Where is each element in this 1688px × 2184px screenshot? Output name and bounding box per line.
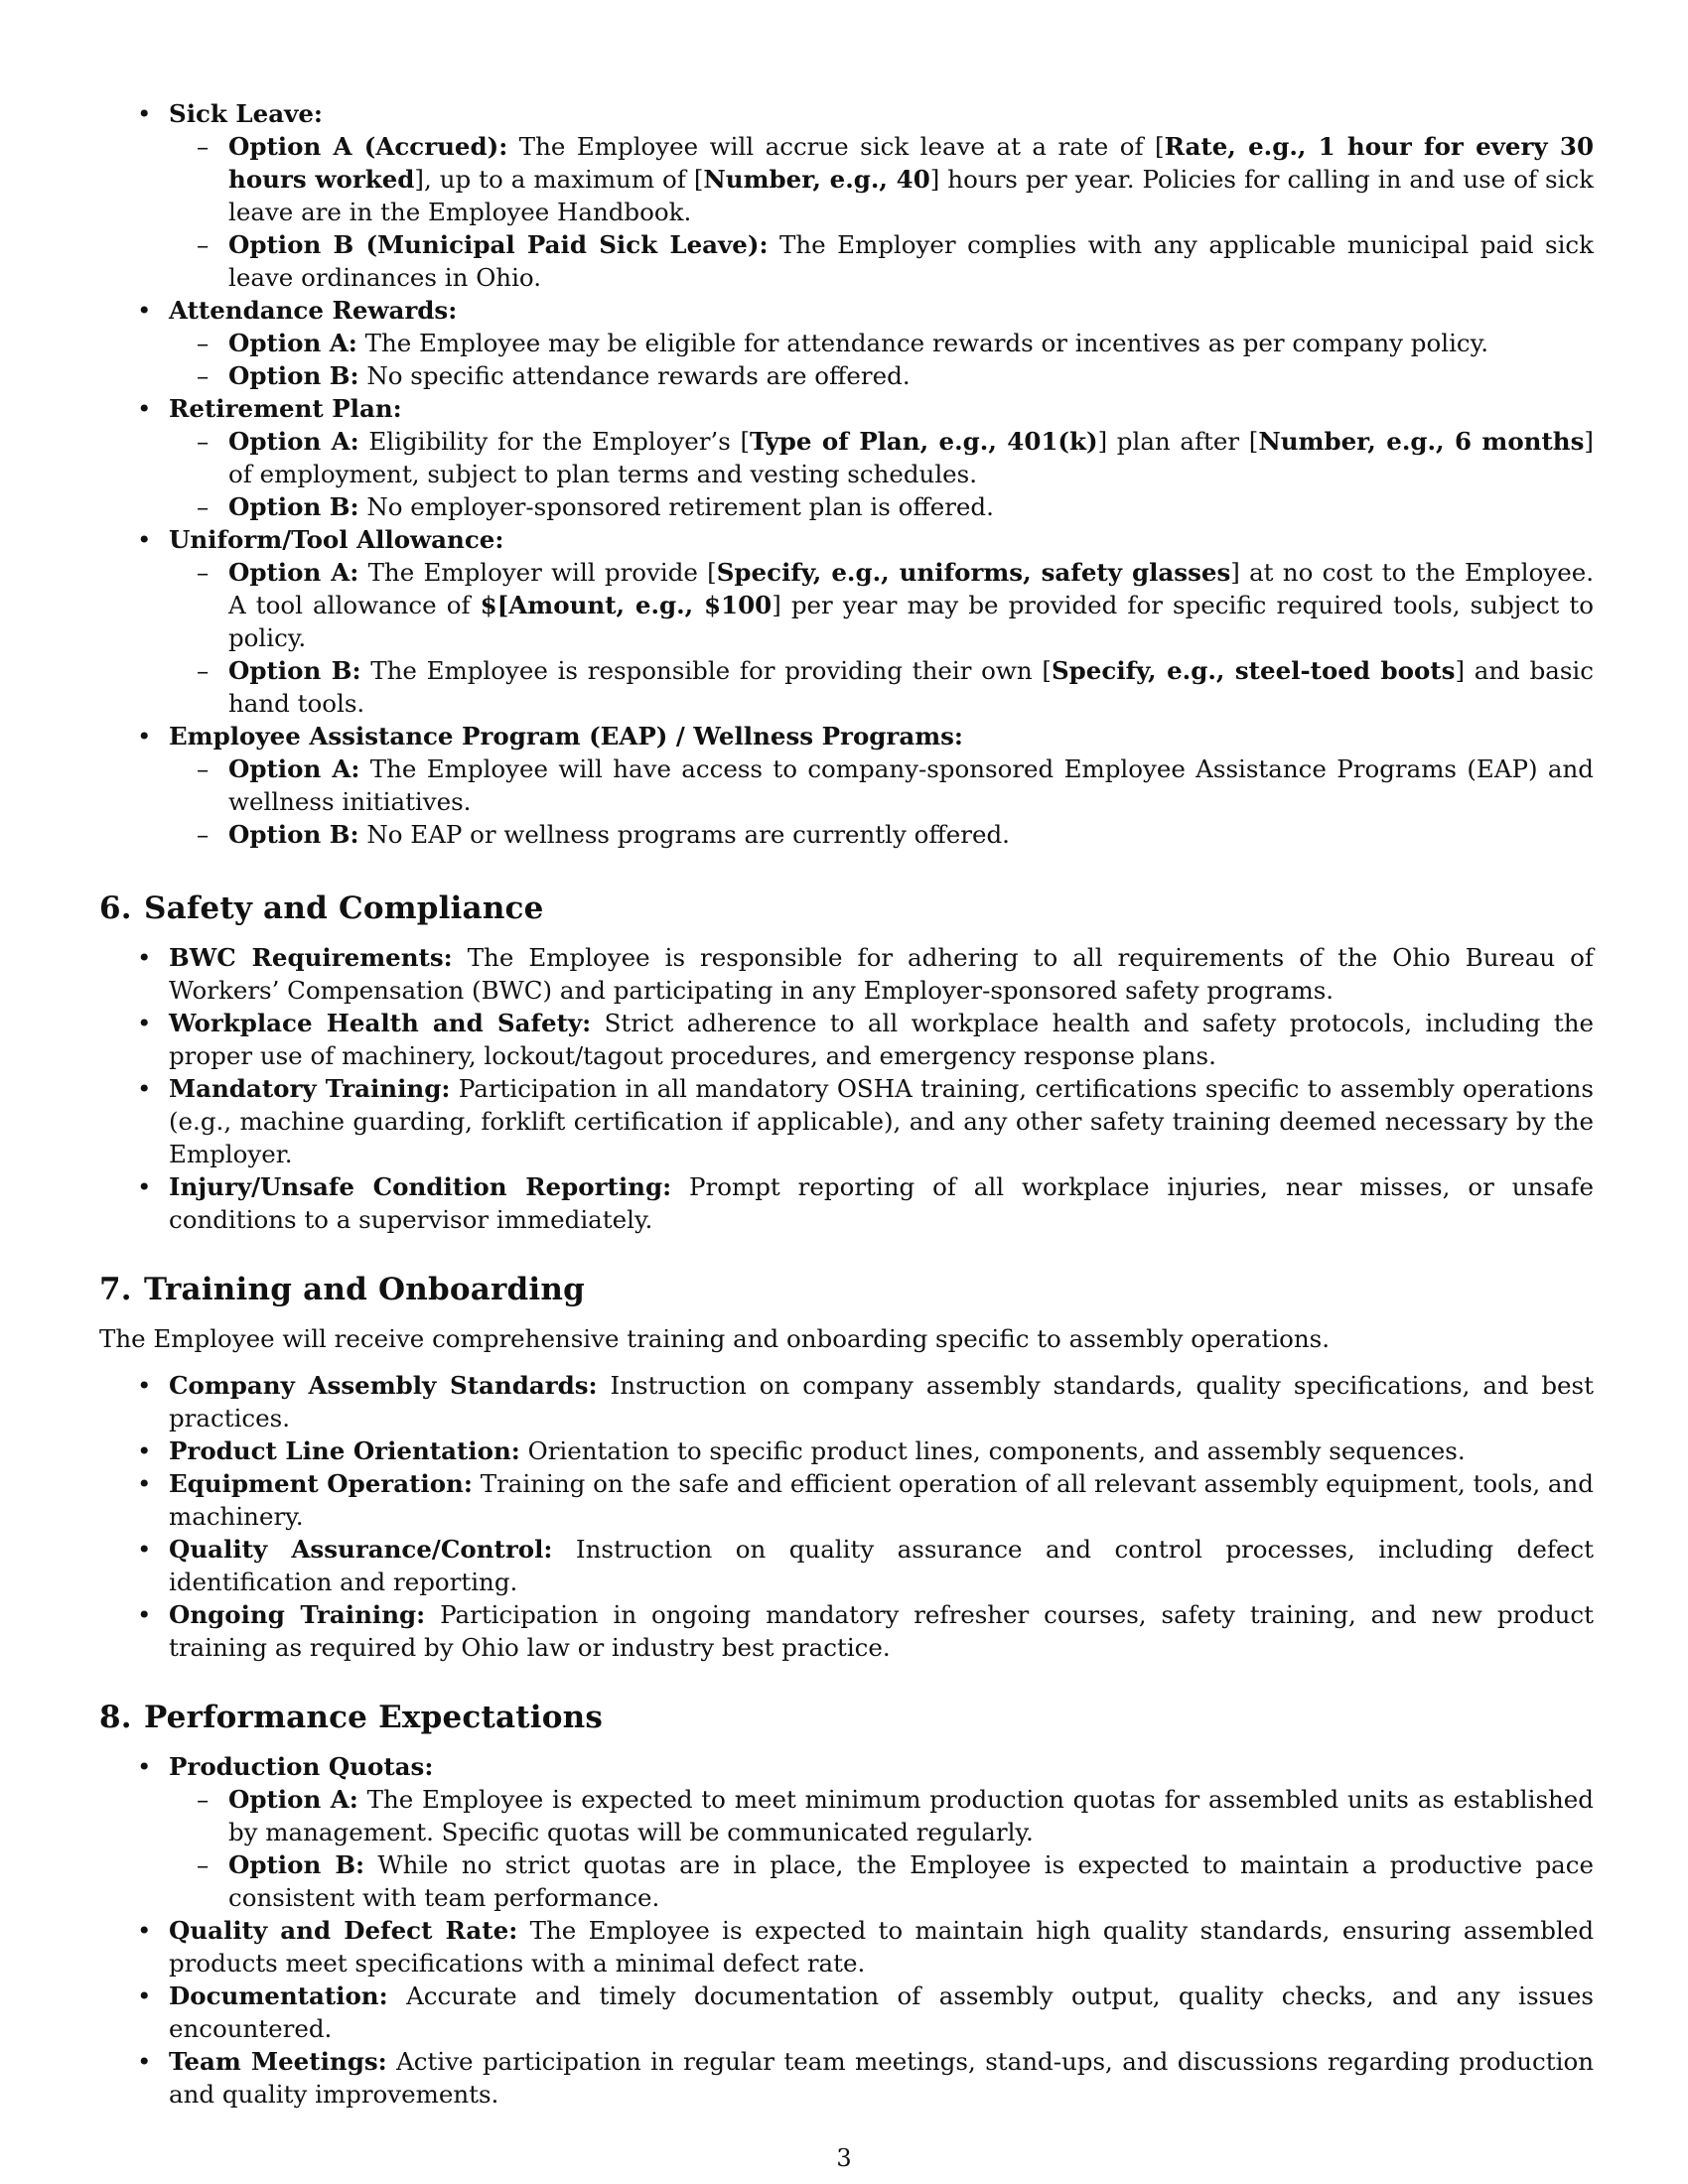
option-label: Option A: [228,1785,358,1814]
option-label: Option B: [228,820,359,849]
list-item [99,1072,1594,1170]
item-label: Injury/Unsafe Condition Reporting: [169,1172,672,1201]
option-text: The Employee may be eligible for attendance rewards or incentives as per company policy. [356,329,1488,357]
list-item-production-quotas [99,1750,1594,1914]
section-number: 8. [99,1700,132,1735]
item-label: Team Meetings: [169,2047,387,2076]
option-text: ] plan after [ [1097,427,1259,456]
item-text: Active participation in regular team meetings, stand-ups, and discussions regarding production and quality improvements. [169,2047,1594,2109]
item-text: Instruction on quality assurance and control processes, including defect identification and reporting. [169,1535,1594,1596]
option-item [169,327,1594,359]
page-number: 3 [836,2144,852,2172]
option-label: Option A: [228,427,359,456]
item-label: Documentation: [169,1981,388,2010]
section-title: Training and Onboarding [144,1272,586,1307]
placeholder-field: Rate, e.g., 1 hour for every 30 hours worked [228,132,1594,194]
item-text: Participation in all mandatory OSHA training, certifications specific to assembly operations (e.g., machine guarding, forklift certification if applicable), and any other safety training deemed necessary by the Employer. [169,1074,1595,1168]
item-text: Prompt reporting of all workplace injuries, near misses, or unsafe conditions to a supervisor immediately. [169,1172,1595,1234]
item-text: Participation in ongoing mandatory refresher courses, safety training, and new product training as required by Ohio law or industry best practice. [169,1600,1594,1662]
option-item [169,359,1594,392]
item-text: The Employee is responsible for adhering to all requirements of the Ohio Bureau of Workers’ Compensation (BWC) and participating in any Employer-sponsored safety programs. [169,943,1594,1005]
placeholder-field: Specify, e.g., uniforms, safety glasses [716,558,1231,587]
option-item [169,752,1594,818]
list-item [99,2045,1594,2111]
option-item [169,228,1594,294]
option-label: Option B: [228,492,359,521]
section-number: 7. [99,1272,132,1307]
option-text: The Employee will accrue sick leave at a rate of [ [507,132,1165,161]
item-label: Workplace Health and Safety: [169,1009,592,1037]
option-text: Eligibility for the Employer’s [ [358,427,751,456]
section-heading-safety [99,888,1594,928]
option-text: The Employee will have access to company-sponsored Employee Assistance Programs (EAP) and wellness initiatives. [228,754,1594,816]
option-item [169,425,1594,490]
list-item-sick-leave [99,97,1594,294]
option-label: Option B: [228,656,361,685]
option-text: ] and basic hand tools. [228,656,1594,718]
placeholder-field: Number, e.g., 40 [703,165,930,194]
document-page [99,97,1594,2111]
option-label: Option B: [228,1850,365,1879]
section-number: 6. [99,890,132,926]
option-text: The Employee is expected to meet minimum production quotas for assembled units as established by management. Specific quotas will be communicated regularly. [228,1785,1594,1846]
placeholder-field: $[Amount, e.g., $100 [480,591,773,619]
list-item-eap-wellness [99,720,1594,851]
option-list [169,425,1594,523]
option-text: ] hours per year. Policies for calling in and use of sick leave are in the Employee Handbook. [228,165,1594,226]
item-text: Instruction on company assembly standards, quality specifications, and best practices. [169,1371,1594,1433]
item-label: Company Assembly Standards: [169,1371,598,1400]
item-heading: Retirement Plan: [169,394,402,423]
option-label: Option B: [228,361,359,390]
section-heading-training [99,1270,1594,1309]
option-text: No specific attendance rewards are offered. [358,361,911,390]
option-text: No EAP or wellness programs are currently offered. [358,820,1010,849]
list-item [99,1467,1594,1533]
option-item [169,654,1594,720]
option-text: The Employee is responsible for providing their own [ [360,656,1052,685]
option-label: Option B (Municipal Paid Sick Leave): [228,230,769,259]
option-item [169,1783,1594,1848]
option-list [169,130,1594,294]
list-item [99,941,1594,1007]
list-item [99,1598,1594,1664]
item-heading: Employee Assistance Program (EAP) / Wellness Programs: [169,722,963,751]
option-label: Option A: [228,329,357,357]
option-text: No employer-sponsored retirement plan is offered. [358,492,994,521]
option-text: The Employer will provide [ [358,558,717,587]
option-item [169,490,1594,523]
item-text: Strict adherence to all workplace health and safety protocols, including the proper use of machinery, lockout/tagout procedures, and emergency response plans. [169,1009,1594,1070]
option-item [169,1848,1594,1914]
list-item [99,1170,1594,1236]
placeholder-field: Type of Plan, e.g., 401(k) [750,427,1098,456]
option-item [169,818,1594,851]
option-label: Option A (Accrued): [228,132,508,161]
section-title: Performance Expectations [144,1700,604,1735]
option-list [169,327,1594,392]
list-item-attendance-rewards [99,294,1594,392]
option-label: Option A: [228,558,359,587]
option-list [169,752,1594,851]
option-text: ] at no cost to the Employee. A tool allowance of [228,558,1594,619]
safety-list [99,941,1594,1236]
option-list [169,1783,1594,1914]
item-label: BWC Requirements: [169,943,453,972]
item-heading: Sick Leave: [169,99,323,128]
item-label: Product Line Orientation: [169,1436,520,1465]
item-text: The Employee is expected to maintain high quality standards, ensuring assembled products meet specifications with a minimal defect rate. [169,1916,1595,1978]
option-label: Option A: [228,754,360,783]
item-label: Equipment Operation: [169,1469,473,1498]
option-text: ], up to a maximum of [ [414,165,704,194]
performance-list [99,1750,1594,2111]
section-heading-performance [99,1698,1594,1737]
item-label: Mandatory Training: [169,1074,451,1103]
placeholder-field: Specify, e.g., steel-toed boots [1051,656,1456,685]
option-text: While no strict quotas are in place, the Employee is expected to maintain a productive pace consistent with team performance. [228,1850,1594,1912]
item-text: Accurate and timely documentation of assembly output, quality checks, and any issues encountered. [169,1981,1594,2043]
option-list [169,556,1594,720]
item-heading: Production Quotas: [169,1752,434,1781]
option-text: ] per year may be provided for specific required tools, subject to policy. [228,591,1594,652]
option-text: ] of employment, subject to plan terms and vesting schedules. [228,427,1594,488]
item-label: Ongoing Training: [169,1600,426,1629]
list-item [99,1914,1594,1979]
item-label: Quality Assurance/Control: [169,1535,553,1564]
option-item [169,556,1594,654]
item-heading: Uniform/Tool Allowance: [169,525,504,554]
list-item [99,1007,1594,1072]
option-text: The Employer complies with any applicable municipal paid sick leave ordinances in Ohio. [228,230,1594,292]
option-item [169,130,1594,228]
item-text: Training on the safe and efficient operation of all relevant assembly equipment, tools, and machinery. [169,1469,1594,1531]
list-item [99,1533,1594,1598]
list-item [99,1979,1594,2045]
section-intro: The Employee will receive comprehensive training and onboarding specific to assembly operations. [99,1324,1331,1353]
item-text: Orientation to specific product lines, components, and assembly sequences. [519,1436,1466,1465]
section-title: Safety and Compliance [144,890,544,926]
list-item-uniform-tool-allowance [99,523,1594,720]
training-list [99,1369,1594,1664]
item-heading: Attendance Rewards: [169,296,458,325]
list-item-retirement-plan [99,392,1594,523]
list-item [99,1369,1594,1434]
list-item [99,1434,1594,1467]
placeholder-field: Number, e.g., 6 months [1258,427,1585,456]
benefits-list [99,97,1594,851]
item-label: Quality and Defect Rate: [169,1916,518,1945]
